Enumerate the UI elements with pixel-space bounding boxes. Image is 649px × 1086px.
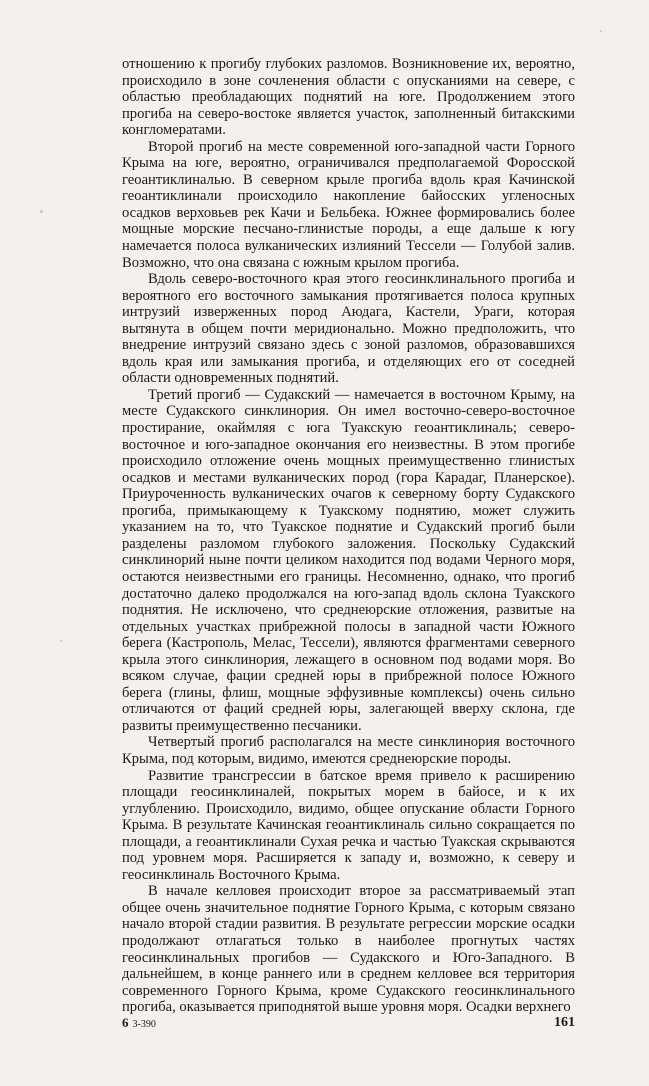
paragraph: Вдоль северо-восточного края этого геосинклинального прогиба и вероятного его восточного замыкания протягивается полоса крупных интрузий изверженных пород Аюдага, Кастели, Ураги, которая вытянута в общем почти меридионально. Можно предположить, что внедрение интрузий связано здесь с зоной разломов, образовавшихся вдоль края или замыкания прогиба, и отделяющих его от соседней области одновременных поднятий. xyxy=(122,271,575,387)
body-text xyxy=(122,56,575,1016)
paragraph: Четвертый прогиб располагался на месте синклинория восточного Крыма, под которым, видимо, имеются среднеюрские породы. xyxy=(122,734,575,767)
paper-speck xyxy=(60,640,62,642)
page-footer xyxy=(122,1015,575,1033)
printer-signature xyxy=(122,1015,156,1031)
page-number: 161 xyxy=(554,1015,575,1030)
paper-speck xyxy=(600,30,602,32)
paragraph: В начале келловея происходит второе за рассматриваемый этап общее очень значительное поднятие Горного Крыма, с которым связано начало второй стадии развития. В результате регрессии морские осадки продолжают отлагаться только в наиболее прогнутых частях геосинклинальных прогибов — Судакского и Юго-Западного. В дальнейшем, в конце раннего или в среднем келловее вся территория современного Горного Крыма, кроме Судакского геосинклинального прогиба, оказывается приподнятой выше уровня моря. Осадки верхнего xyxy=(122,883,575,1016)
paper-speck xyxy=(40,210,43,213)
signature-number: 6 xyxy=(122,1015,129,1030)
paragraph: Третий прогиб — Судакский — намечается в восточном Крыму, на месте Судакского синклинория. Он имел восточно-северо-восточное простирание, окаймляя с юга Туакскую геоантиклиналь; северо-восточное и юго-западное окончания его неизвестны. В этом прогибе происходило отложение очень мощных преимущественно глинистых осадков и местами вулканических пород (гора Карадаг, Планерское). Приуроченность вулканических очагов к северному борту Судакского прогиба, примыкающему к Туакскому поднятию, может служить указанием на то, что Туакское поднятие и Судакский прогиб были разделены разломом глубокого заложения. Поскольку Судакский синклинорий ныне почти целиком находится под водами Черного моря, остаются неизвестными его границы. Несомненно, однако, что прогиб достаточно далеко продолжался на юго-запад вдоль склона Туакского поднятия. Не исключено, что среднеюрские отложения, развитые на отдельных участках прибрежной полосы в западной части Южного берега (Кастрополь, Мелас, Тессели), являются фрагментами северного крыла этого синклинория, лежащего в основном под водами моря. Во всяком случае, фации средней юры в прибрежной полосе Южного берега (глины, флиш, мощные эффузивные комплексы) очень сильно отличаются от фаций средней юры, залегающей вверху склона, где развиты преимущественно песчаники. xyxy=(122,386,575,734)
paragraph: Второй прогиб на месте современной юго-западной части Горного Крыма на юге, вероятно, ограничивался предполагаемой Форосской геоантиклиналью. В северном крыле прогиба вдоль края Качинской геоантиклинали происходило накопление байосских угленосных осадков верховьев рек Качи и Бельбека. Южнее формировались более мощные морские песчано-глинистые породы, а еще дальше к югу намечается полоса вулканических излияний Тессели — Голубой залив. Возможно, что она связана с южным крылом прогиба. xyxy=(122,138,575,271)
paragraph: отношению к прогибу глубоких разломов. Возникновение их, вероятно, происходило в зоне сочленения области с опусканиями на севере, с областью преобладающих поднятий на юге. Продолжением этого прогиба на северо-востоке является участок, заполненный битакскими конгломератами. xyxy=(122,56,575,139)
paragraph: Развитие трансгрессии в батское время привело к расширению площади геосинклиналей, покрытых морем в байосе, и к их углублению. Происходило, видимо, общее опускание области Горного Крыма. В результате Качинская геоантиклиналь сильно сокращается по площади, а геоантиклинали Сухая речка и частью Туакская скрываются под уровнем моря. Расширяется к западу и, возможно, к северу и геосинклиналь Восточного Крыма. xyxy=(122,767,575,883)
signature-code: 3-390 xyxy=(132,1019,156,1030)
